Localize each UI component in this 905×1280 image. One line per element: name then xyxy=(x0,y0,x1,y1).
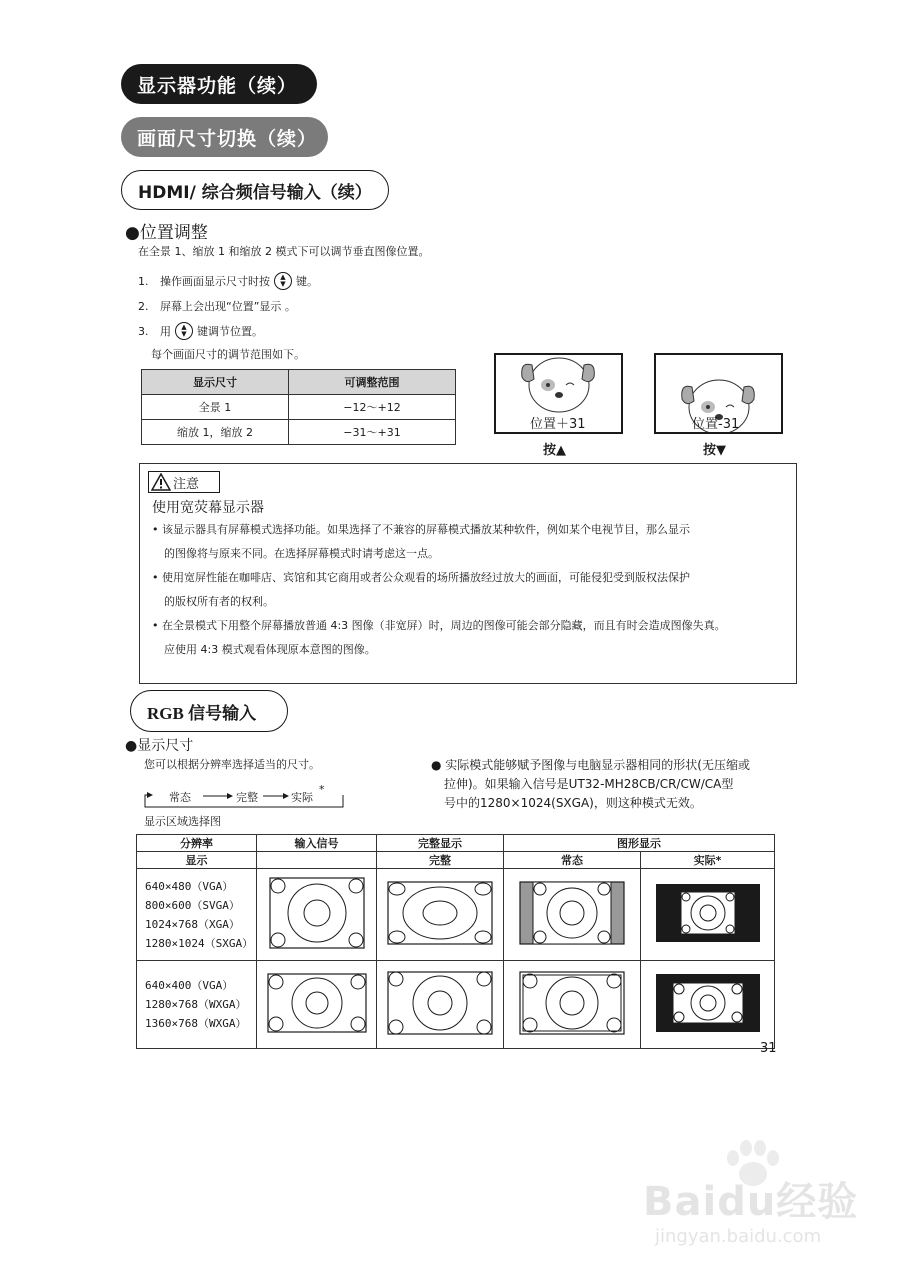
step-1-text-after: 键。 xyxy=(296,275,318,288)
test-pattern-normal-icon xyxy=(519,881,625,945)
table-header: 分辨率 xyxy=(137,835,257,852)
step-1-text-before: 操作画面显示尺寸时按 xyxy=(160,275,270,288)
caution-line: • 在全景模式下用整个屏幕播放普通 4:3 图像（非宽屏）时，周边的图像可能会部分隐藏，而且有时会造成图像失真。 xyxy=(152,619,726,632)
caution-badge-text: 注意 xyxy=(173,476,200,492)
full-wide-cell xyxy=(377,961,504,1049)
resolution-item: 1280×768（WXGA） xyxy=(145,998,247,1011)
step-1 xyxy=(138,272,318,290)
sub-heading xyxy=(121,117,328,157)
caution-items xyxy=(152,518,792,662)
test-pattern-normal-icon xyxy=(519,971,625,1035)
display-size-desc: 您可以根据分辨率选择适当的尺寸。 xyxy=(144,758,320,771)
full-43-cell xyxy=(377,869,504,961)
table-cell: −12～+12 xyxy=(289,395,456,420)
rgb-heading xyxy=(130,690,288,732)
test-pattern-actual-icon xyxy=(655,973,761,1033)
table-header xyxy=(257,852,377,869)
press-up-caption: 按▲ xyxy=(543,443,566,458)
step-2-text: 屏幕上会出现“位置”显示 。 xyxy=(160,300,296,313)
hdmi-heading-text: HDMI/ 综合频信号输入（续） xyxy=(138,182,372,203)
resolution-table xyxy=(136,834,775,1049)
resolution-group-2 xyxy=(137,961,257,1049)
test-pattern-43-icon xyxy=(269,877,365,949)
caution-badge xyxy=(148,471,220,493)
input-signal-43-cell xyxy=(257,869,377,961)
caution-line: • 该显示器具有屏幕模式选择功能。如果选择了不兼容的屏幕模式播放某种软件，例如某个电视节目，那么显示 xyxy=(152,523,690,536)
mode-flow-diagram xyxy=(143,785,353,813)
caution-line: 的图像将与原来不同。在选择屏幕模式时请考虑这一点。 xyxy=(164,547,439,560)
watermark xyxy=(643,1140,878,1260)
note-line: ● 实际模式能够赋予图像与电脑显示器相同的形状(无压缩或 xyxy=(431,758,750,772)
position-range-table xyxy=(141,369,456,445)
note-line: 号中的1280×1024(SXGA)，则这种模式无效。 xyxy=(444,796,702,810)
caution-line: • 使用宽屏性能在咖啡店、宾馆和其它商用或者公众观看的场所播放经过放大的画面，可能侵犯受到版权法保护 xyxy=(152,571,690,584)
actual-43-cell xyxy=(641,869,775,961)
resolution-item: 1024×768（XGA） xyxy=(145,917,240,931)
step-3-text-before: 用 xyxy=(160,325,171,338)
table-header: 显示尺寸 xyxy=(142,370,289,395)
table-header: 实际* xyxy=(641,852,775,869)
resolution-item: 640×400（VGA） xyxy=(145,979,234,992)
actual-wide-cell xyxy=(641,961,775,1049)
press-down-caption: 按▼ xyxy=(703,443,726,458)
range-note: 每个画面尺寸的调节范围如下。 xyxy=(151,348,305,361)
resolution-group-1 xyxy=(137,869,257,961)
actual-mode-note xyxy=(431,756,776,813)
up-down-key-icon: ▲ ▼ xyxy=(274,272,292,290)
flow-caption: 显示区域选择图 xyxy=(144,815,221,828)
caution-title: 使用宽荧幕显示器 xyxy=(152,500,264,516)
flow-star: * xyxy=(319,783,325,796)
note-line: 拉伸)。如果输入信号是UT32-MH28CB/CR/CW/CA型 xyxy=(444,777,734,791)
table-header: 常态 xyxy=(504,852,641,869)
test-pattern-wide-icon xyxy=(267,973,367,1033)
position-plus-panel xyxy=(494,353,623,434)
caution-line: 的版权所有者的权利。 xyxy=(164,595,274,608)
table-header: 完整显示 xyxy=(377,835,504,852)
warning-triangle-icon xyxy=(151,473,171,491)
main-heading-text: 显示器功能（续） xyxy=(137,74,298,97)
table-header: 完整 xyxy=(377,852,504,869)
caution-box xyxy=(139,463,797,684)
watermark-url: jingyan.baidu.com xyxy=(655,1226,822,1247)
position-minus-label: 位置-31 xyxy=(692,417,740,432)
hdmi-heading xyxy=(121,170,389,210)
main-heading xyxy=(121,64,317,104)
flow-actual: 实际 xyxy=(291,791,313,804)
table-cell: −31～+31 xyxy=(289,420,456,445)
resolution-item: 1360×768（WXGA） xyxy=(145,1017,247,1030)
flow-normal: 常态 xyxy=(169,791,191,804)
step-3-num: 3. xyxy=(138,324,149,338)
display-size-title: ●显示尺寸 xyxy=(125,738,194,754)
resolution-item: 800×600（SVGA） xyxy=(145,898,240,912)
test-pattern-full-icon xyxy=(387,971,493,1035)
table-header: 输入信号 xyxy=(257,835,377,852)
normal-43-cell xyxy=(504,869,641,961)
up-down-key-icon: ▲ ▼ xyxy=(175,322,193,340)
step-1-num: 1. xyxy=(138,274,149,288)
resolution-item: 640×480（VGA） xyxy=(145,879,234,893)
position-plus-label: 位置＋31 xyxy=(530,417,586,432)
table-cell: 全景 1 xyxy=(142,395,289,420)
position-minus-panel xyxy=(654,353,783,434)
resolution-item: 1280×1024（SXGA） xyxy=(145,936,254,950)
normal-wide-cell xyxy=(504,961,641,1049)
table-header: 显示 xyxy=(137,852,257,869)
position-title: ●位置调整 xyxy=(125,223,208,243)
rgb-heading-text: RGB 信号输入 xyxy=(147,703,257,723)
step-2 xyxy=(138,298,296,314)
step-3-text-after: 键调节位置。 xyxy=(197,325,263,338)
position-intro: 在全景 1、缩放 1 和缩放 2 模式下可以调节垂直图像位置。 xyxy=(138,245,430,258)
step-3 xyxy=(138,322,263,340)
table-cell: 缩放 1，缩放 2 xyxy=(142,420,289,445)
caution-line: 应使用 4:3 模式观看体现原本意图的图像。 xyxy=(164,643,376,656)
flow-full: 完整 xyxy=(236,791,258,804)
page-number: 31 xyxy=(760,1041,777,1056)
table-header: 可调整范围 xyxy=(289,370,456,395)
input-signal-wide-cell xyxy=(257,961,377,1049)
table-header: 图形显示 xyxy=(504,835,775,852)
test-pattern-actual-icon xyxy=(655,883,761,943)
watermark-brand: Baidu经验 xyxy=(643,1179,859,1225)
step-2-num: 2. xyxy=(138,299,149,313)
test-pattern-full-icon xyxy=(387,881,493,945)
sub-heading-text: 画面尺寸切换（续） xyxy=(137,127,318,150)
